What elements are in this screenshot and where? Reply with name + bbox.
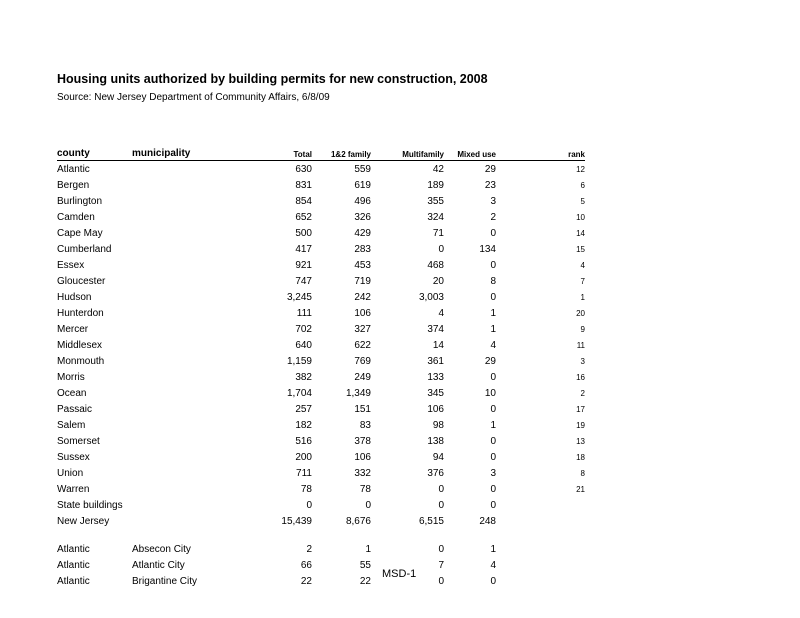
municipality-cell bbox=[132, 289, 252, 305]
multifamily-cell: 361 bbox=[427, 355, 444, 367]
total-cell: 3,245 bbox=[286, 291, 312, 303]
rank-cell: 4 bbox=[580, 260, 585, 270]
family-cell: 1 bbox=[365, 543, 371, 555]
mixed-use-cell: 134 bbox=[479, 243, 496, 255]
total-cell: 652 bbox=[295, 211, 312, 223]
total-cell: 182 bbox=[295, 419, 312, 431]
family-cell: 429 bbox=[354, 227, 371, 239]
family-cell: 1,349 bbox=[345, 387, 371, 399]
table-row bbox=[57, 353, 585, 369]
mixed-use-cell: 0 bbox=[490, 499, 496, 511]
rank-cell bbox=[496, 497, 585, 513]
rank-cell: 9 bbox=[580, 324, 585, 334]
family-cell: 249 bbox=[354, 371, 371, 383]
multifamily-cell: 42 bbox=[432, 163, 444, 175]
multifamily-cell: 133 bbox=[427, 371, 444, 383]
multifamily-cell: 0 bbox=[438, 543, 444, 555]
total-cell: 417 bbox=[295, 243, 312, 255]
family-cell: 8,676 bbox=[345, 515, 371, 527]
family-cell: 151 bbox=[354, 403, 371, 415]
total-cell: 66 bbox=[300, 559, 312, 571]
municipality-cell: Atlantic City bbox=[132, 559, 185, 571]
table-row bbox=[57, 209, 585, 225]
family-cell: 769 bbox=[354, 355, 371, 367]
municipality-cell bbox=[132, 513, 252, 529]
rank-cell: 5 bbox=[580, 196, 585, 206]
multifamily-cell: 468 bbox=[427, 259, 444, 271]
county-cell: Atlantic bbox=[57, 559, 90, 571]
total-cell: 2 bbox=[306, 543, 312, 555]
rank-cell: 3 bbox=[580, 356, 585, 366]
county-cell: Hunterdon bbox=[57, 307, 104, 319]
municipality-cell bbox=[132, 241, 252, 257]
family-cell: 0 bbox=[365, 499, 371, 511]
total-cell: 15,439 bbox=[281, 515, 312, 527]
county-cell: Essex bbox=[57, 259, 85, 271]
municipality-cell bbox=[132, 497, 252, 513]
county-cell: Hudson bbox=[57, 291, 92, 303]
county-cell: Camden bbox=[57, 211, 95, 223]
table-row bbox=[57, 241, 585, 257]
rank-cell bbox=[496, 573, 585, 589]
col-header-total: Total bbox=[252, 146, 312, 161]
total-cell: 78 bbox=[300, 483, 312, 495]
header-row bbox=[57, 146, 585, 161]
municipality-cell bbox=[132, 353, 252, 369]
municipality-cell bbox=[132, 385, 252, 401]
multifamily-cell: 106 bbox=[427, 403, 444, 415]
mixed-use-cell: 29 bbox=[484, 355, 496, 367]
table-row bbox=[57, 161, 585, 178]
table-row bbox=[57, 465, 585, 481]
county-cell: Salem bbox=[57, 419, 86, 431]
rank-cell: 1 bbox=[580, 292, 585, 302]
county-cell: Atlantic bbox=[57, 543, 90, 555]
family-cell: 719 bbox=[354, 275, 371, 287]
municipality-cell bbox=[132, 401, 252, 417]
multifamily-cell: 71 bbox=[432, 227, 444, 239]
rank-cell: 7 bbox=[580, 276, 585, 286]
mixed-use-cell: 1 bbox=[490, 543, 496, 555]
table-row bbox=[57, 385, 585, 401]
multifamily-cell: 6,515 bbox=[418, 515, 444, 527]
mixed-use-cell: 0 bbox=[490, 259, 496, 271]
county-cell: Morris bbox=[57, 371, 85, 383]
county-cell: Cape May bbox=[57, 227, 103, 239]
mixed-use-cell: 0 bbox=[490, 291, 496, 303]
table-row bbox=[57, 481, 585, 497]
total-cell: 854 bbox=[295, 195, 312, 207]
family-cell: 55 bbox=[359, 559, 371, 571]
source-note: Source: New Jersey Department of Community Affairs, 6/8/09 bbox=[57, 92, 330, 103]
municipality-cell bbox=[132, 465, 252, 481]
municipality-cell bbox=[132, 369, 252, 385]
municipality-cell bbox=[132, 161, 252, 178]
rank-cell: 15 bbox=[576, 244, 585, 254]
family-cell: 242 bbox=[354, 291, 371, 303]
mixed-use-cell: 0 bbox=[490, 451, 496, 463]
municipality-cell bbox=[132, 225, 252, 241]
mixed-use-cell: 4 bbox=[490, 339, 496, 351]
mixed-use-cell: 248 bbox=[479, 515, 496, 527]
multifamily-cell: 324 bbox=[427, 211, 444, 223]
total-cell: 921 bbox=[295, 259, 312, 271]
county-cell: Passaic bbox=[57, 403, 93, 415]
rank-cell: 10 bbox=[576, 212, 585, 222]
county-cell: New Jersey bbox=[57, 515, 110, 527]
family-cell: 622 bbox=[354, 339, 371, 351]
county-cell: Warren bbox=[57, 483, 90, 495]
mixed-use-cell: 1 bbox=[490, 419, 496, 431]
family-cell: 327 bbox=[354, 323, 371, 335]
table-row bbox=[57, 417, 585, 433]
table-row bbox=[57, 305, 585, 321]
table-row bbox=[57, 449, 585, 465]
county-cell: Ocean bbox=[57, 387, 87, 399]
rank-cell: 14 bbox=[576, 228, 585, 238]
multifamily-cell: 0 bbox=[438, 575, 444, 587]
table-row bbox=[57, 541, 585, 557]
table-row bbox=[57, 497, 585, 513]
total-cell: 831 bbox=[295, 179, 312, 191]
mixed-use-cell: 4 bbox=[490, 559, 496, 571]
mixed-use-cell: 8 bbox=[490, 275, 496, 287]
rank-cell bbox=[496, 513, 585, 529]
multifamily-cell: 138 bbox=[427, 435, 444, 447]
mixed-use-cell: 1 bbox=[490, 323, 496, 335]
rank-cell: 12 bbox=[576, 164, 585, 174]
municipality-cell bbox=[132, 273, 252, 289]
family-cell: 378 bbox=[354, 435, 371, 447]
table-row bbox=[57, 257, 585, 273]
multifamily-cell: 14 bbox=[432, 339, 444, 351]
permits-table bbox=[57, 146, 585, 589]
multifamily-cell: 94 bbox=[432, 451, 444, 463]
municipality-cell bbox=[132, 177, 252, 193]
county-cell: Bergen bbox=[57, 179, 90, 191]
mixed-use-cell: 0 bbox=[490, 575, 496, 587]
family-cell: 453 bbox=[354, 259, 371, 271]
table-row bbox=[57, 557, 585, 573]
family-cell: 106 bbox=[354, 451, 371, 463]
family-cell: 332 bbox=[354, 467, 371, 479]
table-row bbox=[57, 573, 585, 589]
mixed-use-cell: 10 bbox=[484, 387, 496, 399]
total-cell: 257 bbox=[295, 403, 312, 415]
family-cell: 283 bbox=[354, 243, 371, 255]
rank-cell: 2 bbox=[580, 388, 585, 398]
county-cell: Atlantic bbox=[57, 163, 90, 175]
mixed-use-cell: 0 bbox=[490, 403, 496, 415]
total-cell: 747 bbox=[295, 275, 312, 287]
mixed-use-cell: 0 bbox=[490, 435, 496, 447]
mixed-use-cell: 0 bbox=[490, 227, 496, 239]
table-row bbox=[57, 321, 585, 337]
municipality-cell bbox=[132, 257, 252, 273]
rank-cell: 18 bbox=[576, 452, 585, 462]
table-row bbox=[57, 401, 585, 417]
municipality-cell: Absecon City bbox=[132, 543, 191, 555]
county-cell: Monmouth bbox=[57, 355, 105, 367]
mixed-use-cell: 1 bbox=[490, 307, 496, 319]
col-header-county: county bbox=[57, 146, 132, 161]
county-cell: Sussex bbox=[57, 451, 90, 463]
rank-cell: 13 bbox=[576, 436, 585, 446]
multifamily-cell: 189 bbox=[427, 179, 444, 191]
table-row bbox=[57, 513, 585, 529]
municipality-cell bbox=[132, 449, 252, 465]
municipality-cell bbox=[132, 321, 252, 337]
table-row bbox=[57, 225, 585, 241]
county-cell: Burlington bbox=[57, 195, 103, 207]
municipality-cell: Brigantine City bbox=[132, 575, 198, 587]
family-cell: 619 bbox=[354, 179, 371, 191]
total-cell: 640 bbox=[295, 339, 312, 351]
family-cell: 22 bbox=[359, 575, 371, 587]
table-row bbox=[57, 369, 585, 385]
municipality-cell bbox=[132, 209, 252, 225]
county-cell: State buildings bbox=[57, 499, 123, 511]
total-cell: 711 bbox=[296, 467, 312, 479]
total-cell: 0 bbox=[306, 499, 312, 511]
table-row bbox=[57, 337, 585, 353]
col-header-mixed-use: Mixed use bbox=[444, 146, 496, 161]
col-header-1-2-family: 1&2 family bbox=[312, 146, 371, 161]
family-cell: 78 bbox=[359, 483, 371, 495]
col-header-multifamily: Multifamily bbox=[371, 146, 444, 161]
table-row bbox=[57, 433, 585, 449]
rank-cell: 8 bbox=[580, 468, 585, 478]
multifamily-cell: 3,003 bbox=[418, 291, 444, 303]
county-cell: Middlesex bbox=[57, 339, 103, 351]
county-cell: Somerset bbox=[57, 435, 100, 447]
family-cell: 83 bbox=[359, 419, 371, 431]
total-cell: 200 bbox=[295, 451, 312, 463]
col-header-municipality: municipality bbox=[132, 146, 252, 161]
multifamily-cell: 0 bbox=[438, 243, 444, 255]
rank-cell: 17 bbox=[576, 404, 585, 414]
multifamily-cell: 98 bbox=[432, 419, 444, 431]
multifamily-cell: 7 bbox=[438, 559, 444, 571]
county-cell: Cumberland bbox=[57, 243, 112, 255]
mixed-use-cell: 3 bbox=[490, 195, 496, 207]
table-row bbox=[57, 193, 585, 209]
page-title: Housing units authorized by building permits for new construction, 2008 bbox=[57, 72, 488, 86]
multifamily-cell: 374 bbox=[427, 323, 444, 335]
county-cell: Atlantic bbox=[57, 575, 90, 587]
mixed-use-cell: 29 bbox=[484, 163, 496, 175]
total-cell: 382 bbox=[295, 371, 312, 383]
mixed-use-cell: 0 bbox=[490, 371, 496, 383]
county-cell: Mercer bbox=[57, 323, 89, 335]
col-header-rank: rank bbox=[496, 146, 585, 161]
municipality-cell bbox=[132, 305, 252, 321]
family-cell: 106 bbox=[354, 307, 371, 319]
total-cell: 111 bbox=[296, 307, 312, 319]
multifamily-cell: 4 bbox=[438, 307, 444, 319]
rank-cell: 11 bbox=[576, 340, 585, 350]
municipality-cell bbox=[132, 337, 252, 353]
total-cell: 516 bbox=[295, 435, 312, 447]
county-cell: Union bbox=[57, 467, 84, 479]
multifamily-cell: 355 bbox=[427, 195, 444, 207]
multifamily-cell: 376 bbox=[427, 467, 444, 479]
multifamily-cell: 0 bbox=[438, 483, 444, 495]
rank-cell: 6 bbox=[580, 180, 585, 190]
mixed-use-cell: 3 bbox=[490, 467, 496, 479]
rank-cell: 20 bbox=[576, 308, 585, 318]
table-row bbox=[57, 273, 585, 289]
family-cell: 496 bbox=[354, 195, 371, 207]
total-cell: 702 bbox=[295, 323, 312, 335]
mixed-use-cell: 23 bbox=[484, 179, 496, 191]
rank-cell: 16 bbox=[576, 372, 585, 382]
municipality-cell bbox=[132, 433, 252, 449]
rank-cell bbox=[496, 541, 585, 557]
multifamily-cell: 0 bbox=[438, 499, 444, 511]
family-cell: 326 bbox=[354, 211, 371, 223]
total-cell: 22 bbox=[300, 575, 312, 587]
municipality-cell bbox=[132, 417, 252, 433]
mixed-use-cell: 2 bbox=[490, 211, 496, 223]
municipality-cell bbox=[132, 193, 252, 209]
rank-cell: 19 bbox=[576, 420, 585, 430]
multifamily-cell: 20 bbox=[432, 275, 444, 287]
total-cell: 1,159 bbox=[286, 355, 312, 367]
table-row bbox=[57, 289, 585, 305]
spacer-row bbox=[57, 529, 585, 541]
municipality-cell bbox=[132, 481, 252, 497]
multifamily-cell: 345 bbox=[427, 387, 444, 399]
total-cell: 500 bbox=[295, 227, 312, 239]
page-footer: MSD-1 bbox=[382, 568, 417, 580]
total-cell: 1,704 bbox=[286, 387, 312, 399]
rank-cell bbox=[496, 557, 585, 573]
rank-cell: 21 bbox=[576, 484, 585, 494]
mixed-use-cell: 0 bbox=[490, 483, 496, 495]
table-row bbox=[57, 177, 585, 193]
county-cell: Gloucester bbox=[57, 275, 106, 287]
family-cell: 559 bbox=[354, 163, 371, 175]
total-cell: 630 bbox=[295, 163, 312, 175]
